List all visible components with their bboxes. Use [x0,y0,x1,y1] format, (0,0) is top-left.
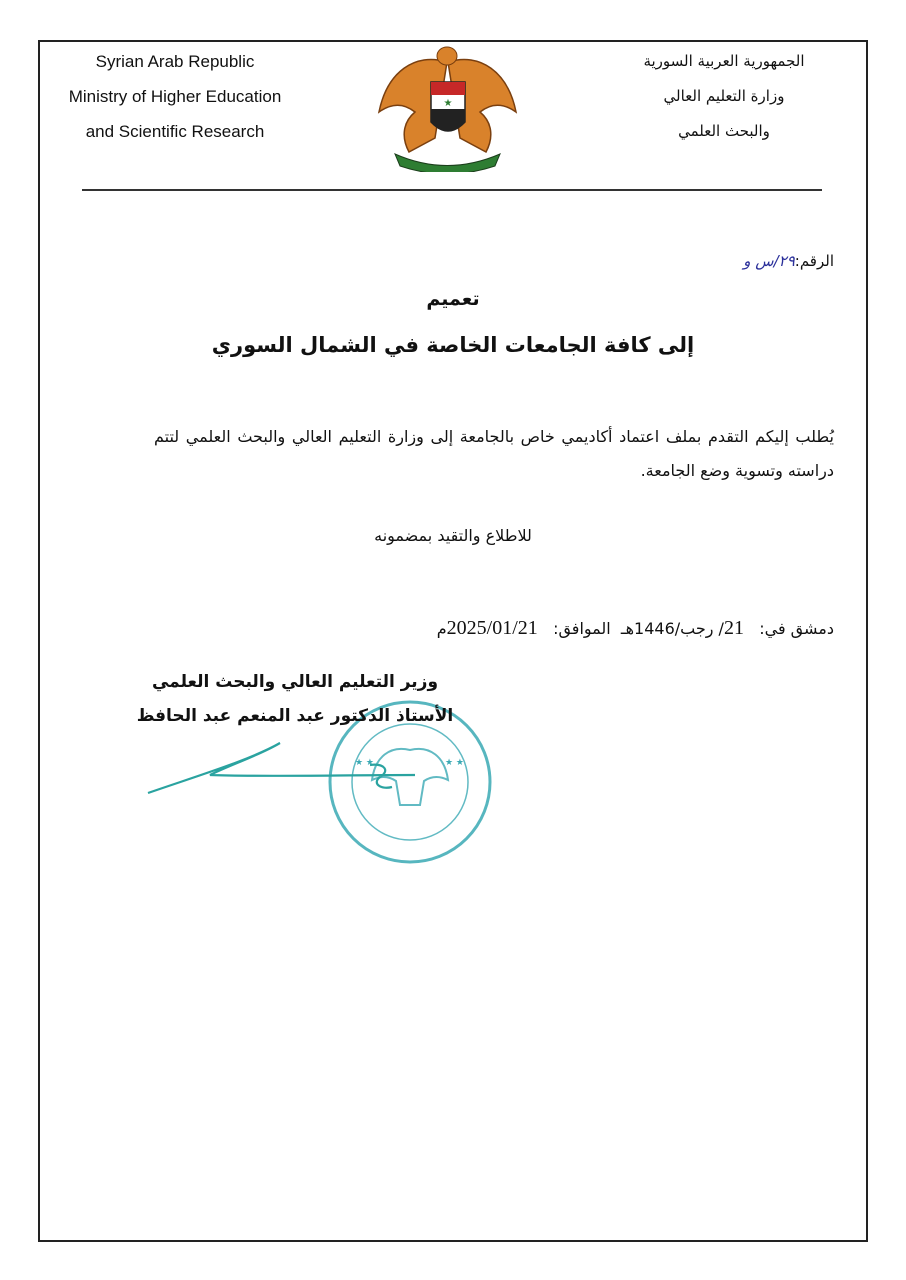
date-line [437,617,834,640]
ministry-en-line2: and Scientific Research [85,122,265,141]
english-header [40,44,310,149]
gregorian-suffix: م [436,619,447,638]
body-text: يُطلب إليكم التقدم بملف اعتماد أكاديمي خاص بالجامعة إلى وزارة التعليم العالي والبحث العلمي لتتم دراسته وتسوية وضع الجامعة. [154,427,834,480]
svg-text:★ ★: ★ ★ [445,758,464,768]
country-en: Syrian Arab Republic [95,52,255,71]
page-border [38,40,868,1242]
reference-value: ٢٩/س و [743,252,795,270]
handwritten-signature-icon [140,735,420,805]
svg-text:★: ★ [443,98,453,109]
hijri-date: / رجب/1446هـ [620,619,724,638]
ministry-en-line1: Ministry of Higher Education [68,87,282,106]
hijri-day: 21 [723,617,744,639]
reference-label: الرقم: [794,252,834,270]
header-divider [82,189,822,191]
arabic-header [604,44,844,149]
country-ar: الجمهورية العربية السورية [643,52,805,70]
corresponding-label: الموافق: [553,619,611,638]
svg-text:★ ★: ★ ★ [355,758,374,768]
ministry-ar-line2: والبحث العلمي [678,122,770,140]
signatory-title: وزير التعليم العالي والبحث العلمي [151,672,439,692]
document-title: تعميم [426,288,480,310]
reference-number [743,252,834,270]
syrian-eagle-emblem-icon [375,42,520,172]
place-label: دمشق في: [759,619,834,638]
gregorian-date: 2025/01/21 [446,617,538,639]
ministry-ar-line1: وزارة التعليم العالي [663,87,785,105]
signatory-name: الأستاذ الدكتور عبد المنعم عبد الحافظ [136,706,454,726]
closing-note: للاطلاع والتقيد بمضمونه [374,526,532,545]
addressee: إلى كافة الجامعات الخاصة في الشمال السوري [211,333,695,357]
